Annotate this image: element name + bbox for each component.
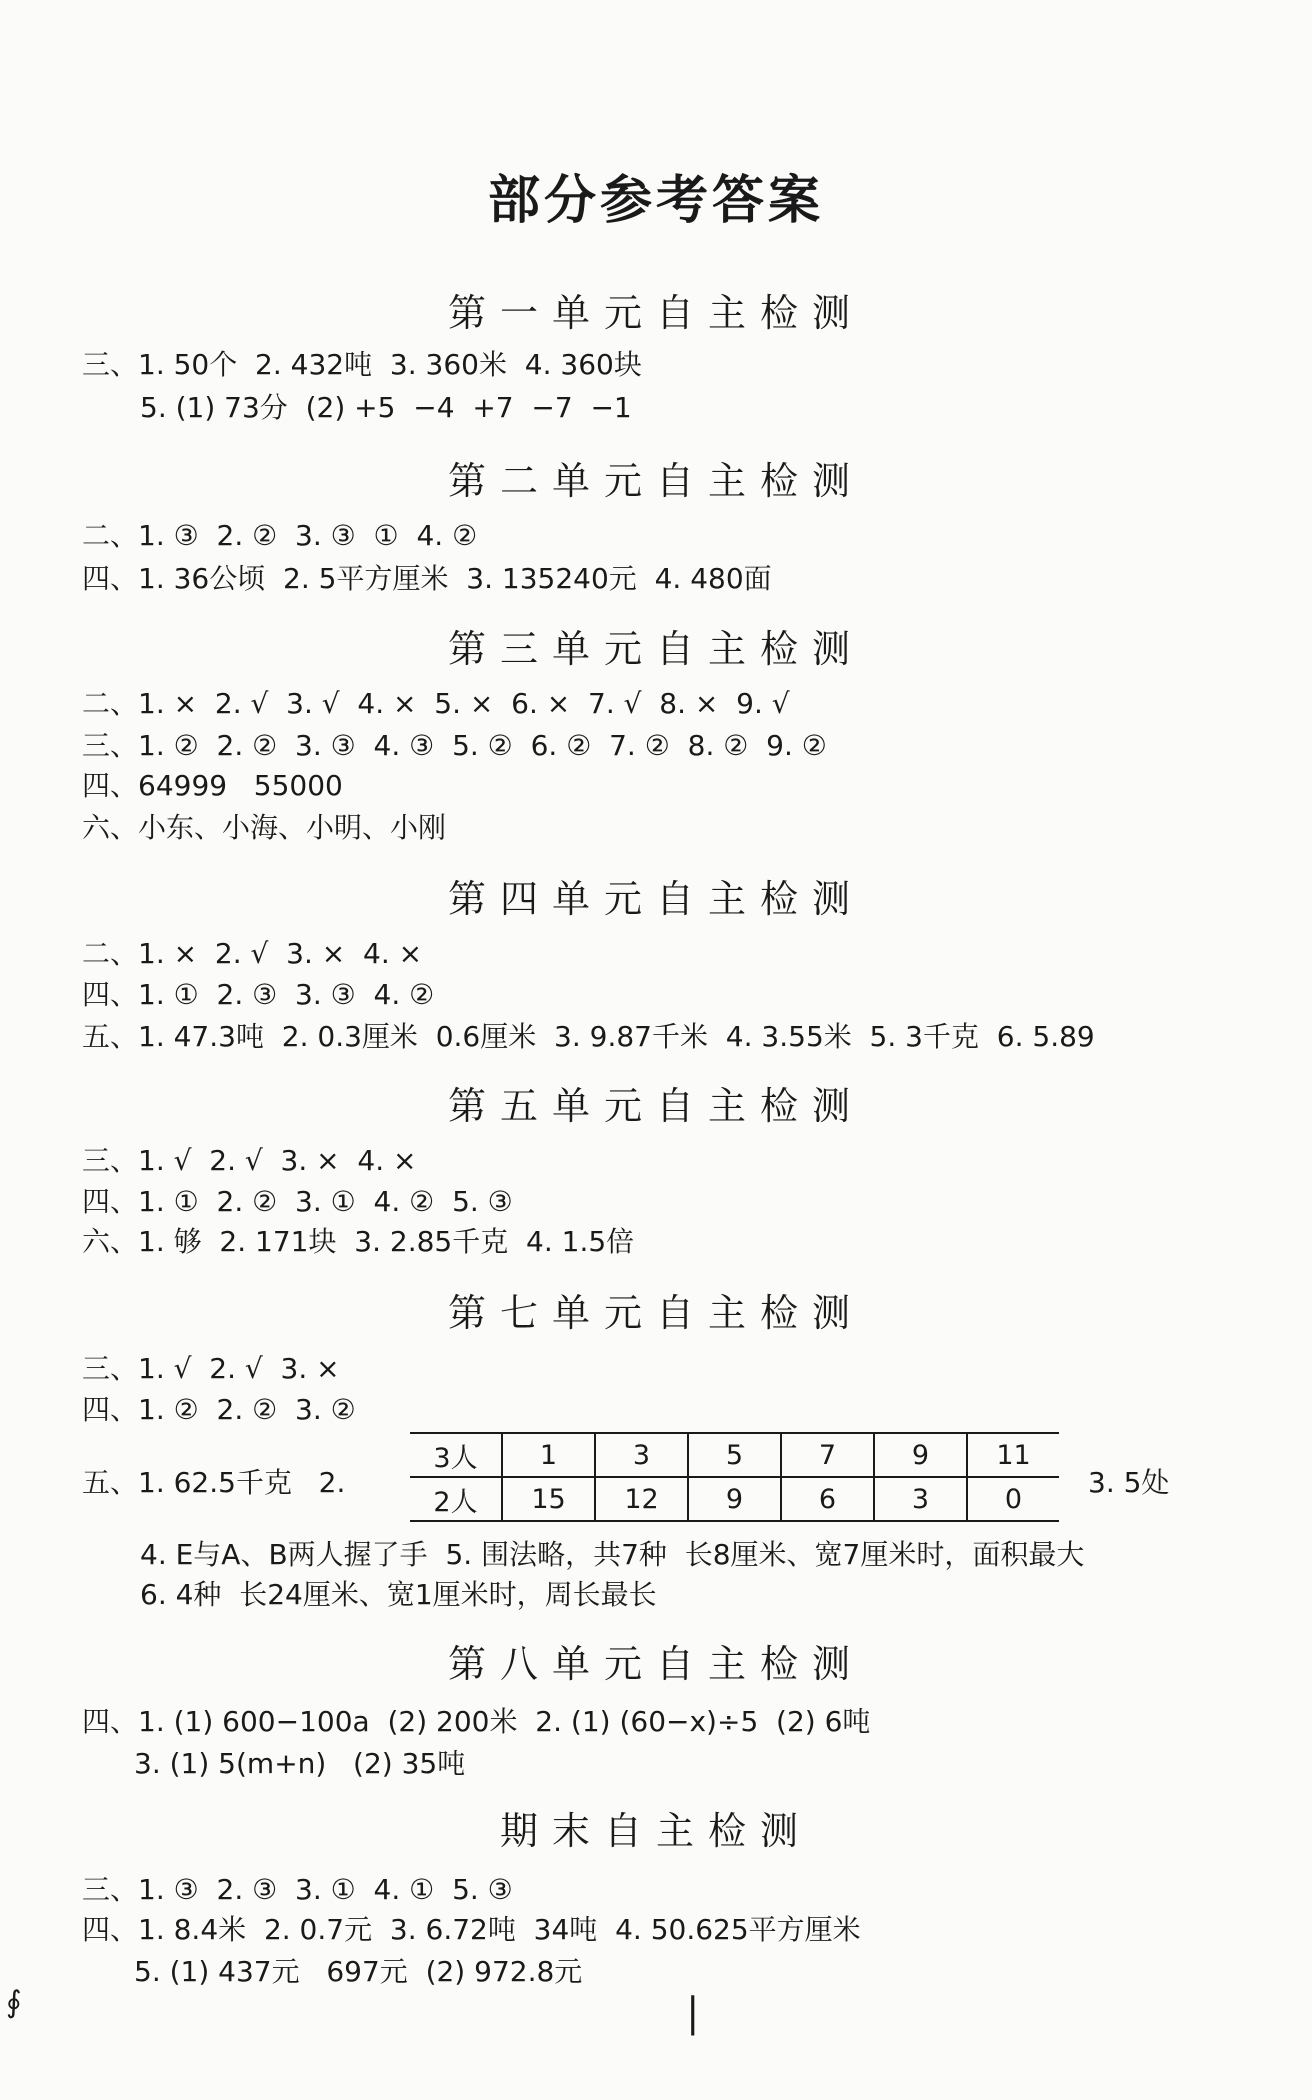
table-cell: 3: [874, 1477, 967, 1521]
table-cell: 15: [502, 1477, 595, 1521]
answer-line: 五、1. 47.3吨 2. 0.3厘米 0.6厘米 3. 9.87千米 4. 3.55米 5. 3千克 6. 5.89: [82, 1020, 1095, 1053]
section-title-unit-3: 第三单元自主检测: [447, 627, 864, 671]
answer-line: 4. E与A、B两人握了手 5. 围法略，共7种 长8厘米、宽7厘米时，面积最大: [140, 1538, 1085, 1571]
table-cell: 2人: [410, 1477, 502, 1521]
answer-line: 5. (1) 73分 (2) +5 −4 +7 −7 −1: [140, 391, 632, 424]
table-cell: 5: [688, 1433, 781, 1477]
answer-line: 5. (1) 437元 697元 (2) 972.8元: [134, 1955, 583, 1988]
table-cell: 12: [595, 1477, 688, 1521]
answer-line: 四、1. 36公顷 2. 5平方厘米 3. 135240元 4. 480面: [82, 562, 772, 595]
answer-line: 6. 4种 长24厘米、宽1厘米时，周长最长: [140, 1578, 657, 1611]
page-mark: ∮: [6, 1985, 22, 2020]
table-row: [410, 1433, 1059, 1477]
table-cell: 6: [781, 1477, 874, 1521]
answer-line: 二、1. ③ 2. ② 3. ③ ① 4. ②: [82, 519, 478, 552]
section-title-final: 期末自主检测: [499, 1809, 812, 1853]
table-cell: 9: [688, 1477, 781, 1521]
section-title-unit-5: 第五单元自主检测: [447, 1084, 864, 1128]
answer-line: 四、1. (1) 600−100a (2) 200米 2. (1) (60−x)÷5 (2) 6吨: [82, 1705, 871, 1738]
answer-line: 三、1. ② 2. ② 3. ③ 4. ③ 5. ② 6. ② 7. ② 8. ② 9. ②: [82, 729, 827, 762]
answer-line: 四、1. ① 2. ② 3. ① 4. ② 5. ③: [82, 1185, 513, 1218]
section-title-unit-8: 第八单元自主检测: [447, 1642, 864, 1686]
answer-line: 六、1. 够 2. 171块 3. 2.85千克 4. 1.5倍: [82, 1225, 635, 1258]
answer-line: 五、1. 62.5千克 2.: [82, 1466, 346, 1499]
answer-line: 四、1. ② 2. ② 3. ②: [82, 1393, 356, 1426]
answer-line: 3. (1) 5(m+n) (2) 35吨: [134, 1747, 466, 1780]
table-row: [410, 1477, 1059, 1521]
answer-line: 三、1. √ 2. √ 3. × 4. ×: [82, 1144, 417, 1177]
answer-line: 四、1. 8.4米 2. 0.7元 3. 6.72吨 34吨 4. 50.625平方厘米: [82, 1913, 861, 1946]
section-title-unit-2: 第二单元自主检测: [447, 459, 864, 503]
table-cell: 3: [595, 1433, 688, 1477]
page-title: 部分参考答案: [487, 171, 824, 231]
answer-table: [410, 1432, 1059, 1522]
table-cell: 0: [967, 1477, 1059, 1521]
answer-line: 六、小东、小海、小明、小刚: [82, 811, 447, 844]
answer-line: 四、64999 55000: [82, 769, 343, 802]
table-cell: 11: [967, 1433, 1059, 1477]
answer-line: 三、1. 50个 2. 432吨 3. 360米 4. 360块: [82, 348, 642, 381]
table-cell: 1: [502, 1433, 595, 1477]
answer-line: 三、1. √ 2. √ 3. ×: [82, 1352, 340, 1385]
page-mark: |: [686, 1990, 700, 2036]
answer-line: 3. 5处: [1088, 1466, 1170, 1499]
answer-line: 四、1. ① 2. ③ 3. ③ 4. ②: [82, 978, 435, 1011]
section-title-unit-1: 第一单元自主检测: [447, 291, 864, 335]
section-title-unit-4: 第四单元自主检测: [447, 877, 864, 921]
answer-line: 三、1. ③ 2. ③ 3. ① 4. ① 5. ③: [82, 1873, 513, 1906]
answer-line: 二、1. × 2. √ 3. √ 4. × 5. × 6. × 7. √ 8. × 9. √: [82, 687, 790, 720]
table-cell: 9: [874, 1433, 967, 1477]
section-title-unit-7: 第七单元自主检测: [447, 1291, 864, 1335]
table-cell: 3人: [410, 1433, 502, 1477]
answer-line: 二、1. × 2. √ 3. × 4. ×: [82, 937, 423, 970]
table-cell: 7: [781, 1433, 874, 1477]
